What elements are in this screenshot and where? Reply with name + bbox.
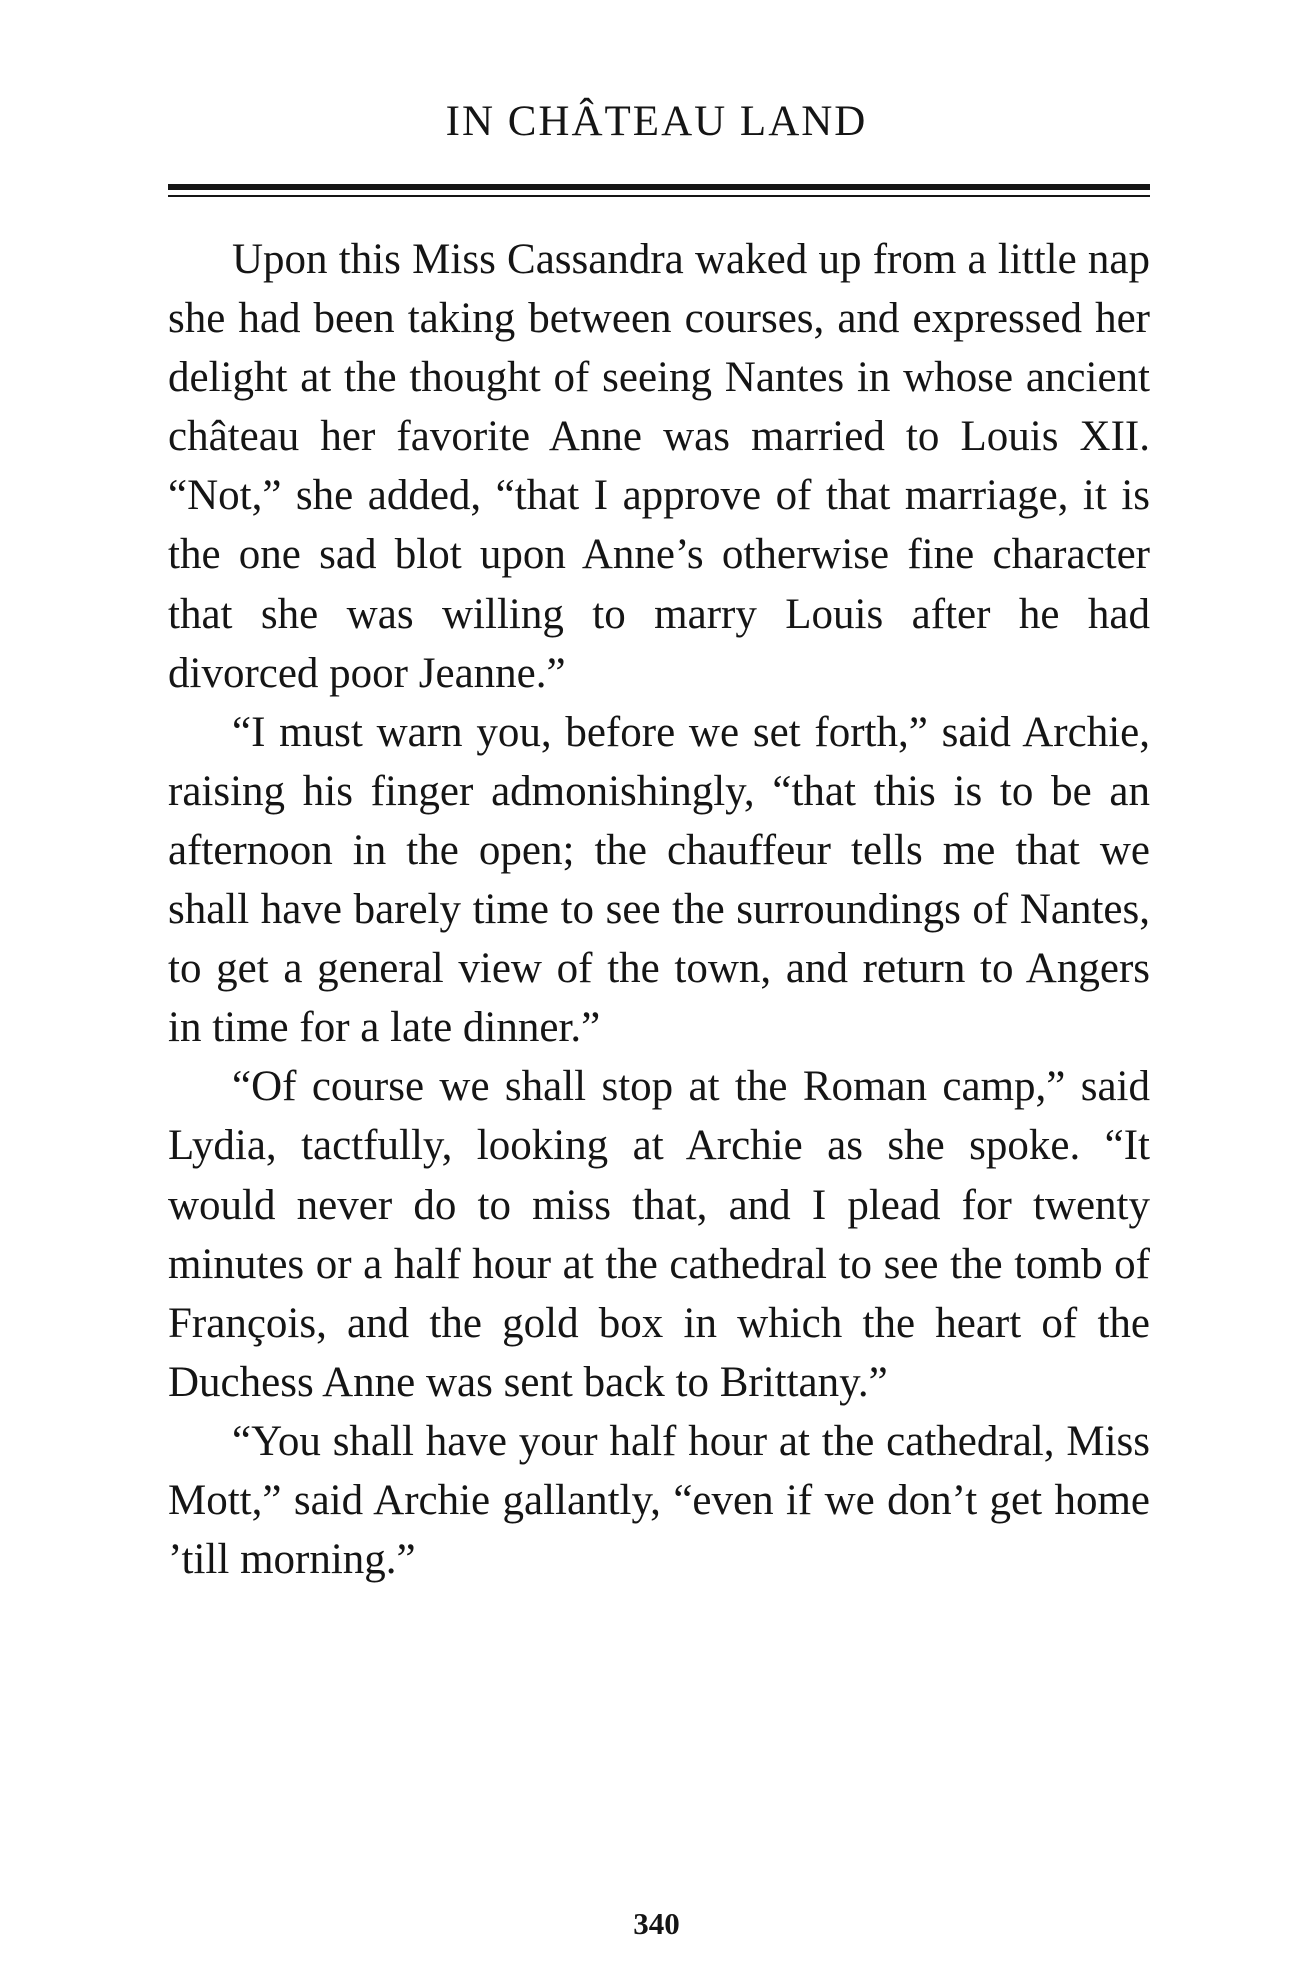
header-rule-thick: [168, 184, 1150, 190]
paragraph: “I must warn you, before we set forth,” said Archie, raising his finger admonishingly, “that this is to be an afternoon in the open; the chauffeur tells me that we shall have barely time to see the surroundings of Nantes, to get a general view of the town, and return to Angers in time for a late dinner.”: [168, 708, 1150, 1052]
running-head-title: IN CHÂTEAU LAND: [445, 98, 868, 145]
header-rule-thin: [168, 195, 1150, 197]
paragraph: “Of course we shall stop at the Roman camp,” said Lydia, tactfully, looking at Archie as she spoke. “It would never do to miss that, and I plead for twenty minutes or a half hour at the cathedral to see the tomb of François, and the gold box in which the heart of the Duchess Anne was sent back to Brittany.”: [168, 1063, 1150, 1406]
page-number: 340: [633, 1906, 680, 1941]
paragraph: “You shall have your half hour at the cathedral, Miss Mott,” said Archie gallantly, “even if we don’t get home ’till morning.”: [168, 1417, 1150, 1584]
body-text: [168, 230, 1150, 1589]
paragraph: Upon this Miss Cassandra waked up from a little nap she had been taking between courses, and expressed her delight at the thought of seeing Nantes in whose ancient château her favorite Anne was married to Louis XII. “Not,” she added, “that I approve of that marriage, it is the one sad blot upon Anne’s otherwise fine character that she was willing to marry Louis after he had divorced poor Jeanne.”: [168, 236, 1150, 697]
